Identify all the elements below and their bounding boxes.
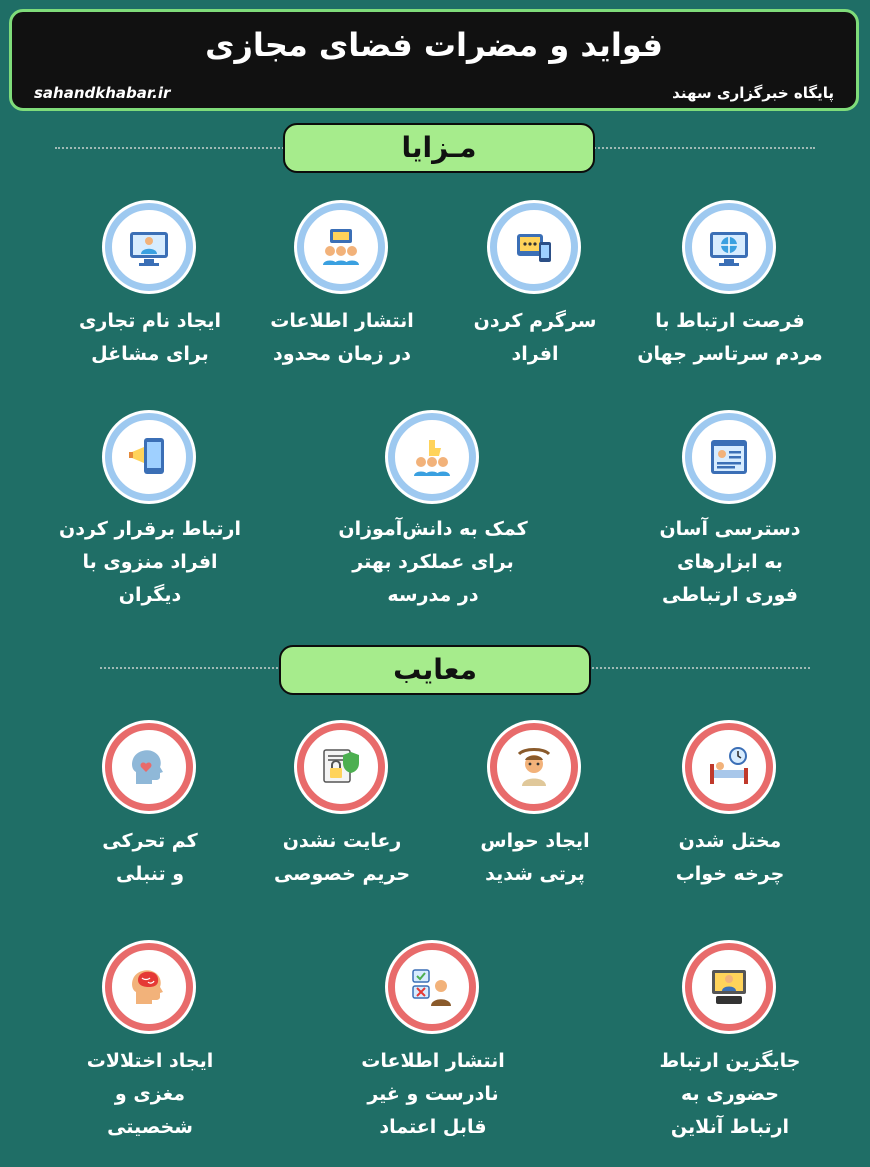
site-url: sahandkhabar.ir: [34, 84, 171, 102]
advantage-label: کمک به دانش‌آموزان برای عملکرد بهتر در مدرسه: [338, 518, 528, 606]
advantage-label: ایجاد نام تجاری برای مشاغل: [79, 310, 221, 365]
privacy-lock-icon: [297, 723, 385, 811]
head-heart-icon: [105, 723, 193, 811]
group-presentation-icon: [297, 203, 385, 291]
advantage-label: دسترسی آسان به ابزارهای فوری ارتباطی: [659, 518, 801, 606]
sleep-clock-icon: [685, 723, 773, 811]
disadvantage-label: انتشار اطلاعات نادرست و غیر قابل اعتماد: [361, 1050, 505, 1138]
misinformation-icon: [388, 943, 476, 1031]
disadvantage-label: کم تحرکی و تنبلی: [102, 830, 198, 885]
disadvantage-label: مختل شدن چرخه خواب: [675, 830, 785, 885]
distracted-person-icon: [490, 723, 578, 811]
phone-megaphone-icon: [105, 413, 193, 501]
header-banner: [9, 9, 859, 111]
advantage-label: فرصت ارتباط با مردم سرتاسر جهان: [637, 310, 823, 365]
page-title: فواید و مضرات فضای مجازی: [205, 26, 663, 64]
chat-devices-icon: [490, 203, 578, 291]
disadvantage-label: ایجاد اختلالات مغزی و شخصیتی: [86, 1050, 214, 1138]
brain-head-icon: [105, 943, 193, 1031]
disadvantage-label: ایجاد حواس پرتی شدید: [480, 830, 590, 885]
advantage-label: سرگرم کردن افراد: [473, 310, 597, 365]
advantage-label: ارتباط برقرار کردن افراد منزوی با دیگران: [59, 518, 241, 606]
advantage-label: انتشار اطلاعات در زمان محدود: [270, 310, 414, 365]
agency-name: پایگاه خبرگزاری سهند: [672, 84, 834, 102]
globe-monitor-icon: [685, 203, 773, 291]
disadvantage-label: رعایت نشدن حریم خصوصی: [273, 830, 411, 885]
disadvantage-label: جایگزین ارتباط حضوری به ارتباط آنلاین: [659, 1050, 801, 1138]
students-thumbs-up-icon: [388, 413, 476, 501]
video-call-icon: [685, 943, 773, 1031]
advantages-heading: مـزایا: [283, 123, 595, 173]
profile-window-icon: [685, 413, 773, 501]
disadvantages-heading: معایب: [279, 645, 591, 695]
business-monitor-icon: [105, 203, 193, 291]
